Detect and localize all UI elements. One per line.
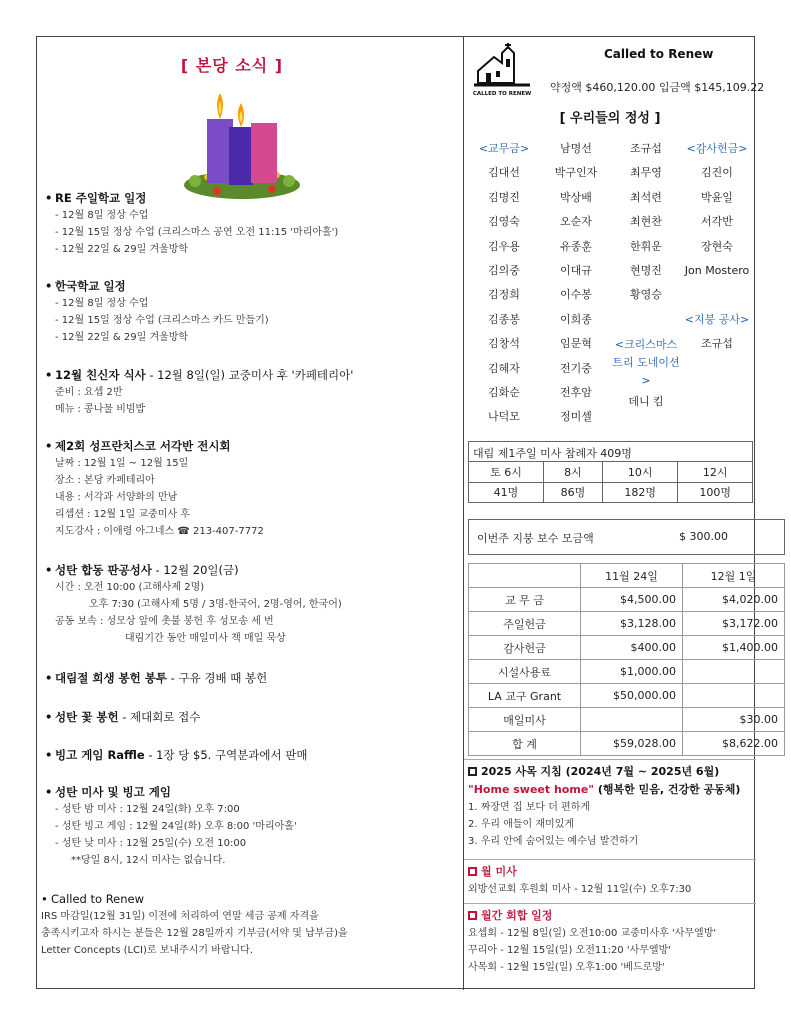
list-item: 임문혁	[560, 337, 592, 351]
section-divider	[464, 859, 756, 860]
roof-fund-box	[468, 519, 785, 555]
list-item: - 12월 8일 정상 수업	[55, 298, 149, 309]
donor-column-3	[610, 137, 682, 415]
list-item: 대림기간 동안 매일미사 책 매일 묵상	[125, 633, 286, 644]
finance-value	[683, 660, 785, 684]
square-bullet-icon	[468, 767, 477, 776]
finance-value: $30.00	[683, 708, 785, 732]
table-row	[469, 612, 785, 636]
list-item: - 12월 15일 정상 수업 (크리스마스 카드 만들기)	[55, 315, 269, 326]
table-row	[469, 684, 785, 708]
list-item: 전기중	[560, 361, 592, 375]
list-item: 데니 킴	[628, 395, 664, 409]
list-item: 사목회 - 12월 15일(일) 오후1:00 '베드로방'	[468, 962, 665, 973]
monthly-meetings-heading: 월간 회합 일정	[481, 909, 553, 922]
christmas-confession-section: • 성탄 합동 판공성사 - 12월 20일(금) 시간 : 오전 10:00 (고해사제 2명) 오후 7:30 (고해사제 5명 / 3명-한국어, 2명-영어, 한국어) 공동 보속 : 성모상 앞에 촛불 봉헌 후 성모송 세 번 대림기간 동안 매일미사 책 매일 묵상	[45, 561, 342, 647]
donor-column-2	[540, 137, 612, 430]
table-row	[469, 564, 785, 588]
list-item: 준비 : 요셉 2반	[55, 387, 123, 398]
list-item: 박윤일	[701, 190, 733, 204]
list-item: - 12월 22일 & 29일 겨울방학	[55, 332, 189, 343]
attendance-table	[468, 441, 753, 503]
attendance-time: 토 6시	[469, 462, 543, 482]
list-item: 박구인자	[554, 166, 598, 180]
calligraphy-exhibit-heading: 제2회 성프란치스코 서각반 전시회	[55, 439, 231, 453]
attendance-count: 86명	[543, 482, 602, 502]
list-item: 김의중	[488, 263, 520, 277]
korean-school-section: • 한국학교 일정 - 12월 8일 정상 수업 - 12월 15일 정상 수업 (크리스마스 카드 만들기) - 12월 22일 & 29일 겨울방학	[45, 277, 269, 346]
korean-school-heading: 한국학교 일정	[55, 279, 126, 293]
advent-candles-image	[177, 73, 307, 203]
list-item: 이대규	[560, 263, 592, 277]
called-to-renew-section: • Called to Renew IRS 마감일(12월 31일) 이전에 처리하여 연말 세금 공제 자격을 충족시키고자 하시는 분들은 12월 28일까지 기부금(서약 및 납부금)을 Letter Concepts (LCI)로 보내주시기 바랍니다.	[41, 890, 451, 959]
christmas-flowers-section: • 성탄 꽃 봉헌 - 제대회로 접수	[45, 710, 201, 724]
donor-heading: <지붕 공사>	[684, 312, 750, 326]
list-item: - 성탄 밤 미사 : 12월 24일(화) 오후 7:00	[55, 804, 240, 815]
advent-sacrifice-section: • 대림절 희생 봉헌 봉투 - 구유 경배 때 봉헌	[45, 671, 268, 685]
finance-header: 11월 24일	[581, 564, 683, 588]
list-item: 김우용	[488, 239, 520, 253]
called-to-renew-text: 충족시키고자 하시는 분들은 12월 28일까지 기부금(서약 및 납부금)을	[41, 928, 348, 939]
list-item: 2. 우리 애들이 재미있게	[468, 819, 575, 830]
finance-value: $1,400.00	[683, 636, 785, 660]
table-row	[469, 732, 785, 756]
list-item: - 12월 22일 & 29일 겨울방학	[55, 244, 189, 255]
list-item: 최무영	[630, 166, 662, 180]
christmas-confession-heading: 성탄 합동 판공성사	[55, 563, 152, 577]
finance-value: $50,000.00	[581, 684, 683, 708]
square-bullet-icon	[468, 911, 477, 920]
list-item: 조규섭	[701, 337, 733, 351]
list-item: 유종훈	[560, 239, 592, 253]
called-to-renew-title: Called to Renew	[604, 47, 714, 61]
finance-value: $400.00	[581, 636, 683, 660]
list-item: 김대선	[488, 166, 520, 180]
finance-table	[468, 563, 785, 756]
attendance-count: 41명	[469, 482, 543, 502]
list-item: - 성탄 낮 미사 : 12월 25일(수) 오전 10:00	[55, 838, 247, 849]
finance-value: $3,128.00	[581, 612, 683, 636]
list-item: 공동 보속 : 성모상 앞에 촛불 봉헌 후 성모송 세 번	[55, 616, 274, 627]
attendance-time: 8시	[543, 462, 602, 482]
list-item: 김명진	[488, 190, 520, 204]
fellowship-meal-heading: 12월 친신자 식사	[55, 368, 146, 382]
donor-heading: <교무금>	[478, 142, 530, 155]
list-item: 정미셸	[560, 410, 592, 424]
table-row	[469, 588, 785, 612]
list-item: 장소 : 본당 카페테리아	[55, 475, 155, 486]
finance-label: 시설사용료	[469, 660, 581, 684]
list-item: 최현찬	[630, 215, 662, 229]
parish-news-title: [ 본당 소식 ]	[180, 56, 284, 75]
donor-heading: <감사헌금>	[686, 142, 748, 155]
roof-fund-label: 이번주 지붕 보수 모금액	[477, 532, 594, 545]
attendance-title: 대림 제1주일 미사 참례자 409명	[469, 442, 752, 462]
offerings-column	[464, 37, 778, 990]
list-item: 1. 짜장면 집 보다 더 편하게	[468, 802, 591, 813]
re-school-section: • RE 주일학교 일정 - 12월 8일 정상 수업 - 12월 15일 정상 수업 (크리스마스 공연 오전 11:15 '마리아홀') - 12월 22일 & 29일 겨울방학	[45, 189, 338, 258]
list-item: 꾸리아 - 12월 15일(일) 오전11:20 '사무엘방'	[468, 945, 671, 956]
finance-label: 주일헌금	[469, 612, 581, 636]
list-item: 나덕모	[488, 410, 520, 424]
finance-value: $1,000.00	[581, 660, 683, 684]
christmas-mass-heading: 성탄 미사 및 빙고 게임	[55, 785, 171, 799]
pastoral-guideline-heading: 2025 사목 지침 (2024년 7월 ~ 2025년 6월)	[481, 765, 720, 778]
finance-value: $4,500.00	[581, 588, 683, 612]
list-item: 김종봉	[488, 312, 520, 326]
list-item: 김화순	[488, 385, 520, 399]
parish-news-column	[37, 37, 463, 990]
list-item: 김영숙	[488, 215, 520, 229]
list-item: 최석련	[630, 190, 662, 204]
finance-value	[581, 708, 683, 732]
finance-total-value: $8,622.00	[683, 732, 785, 756]
called-to-renew-logo	[472, 43, 532, 99]
list-item: Jon Mostero	[684, 263, 750, 277]
monthly-mass-heading: 월 미사	[481, 865, 517, 878]
called-to-renew-text: Letter Concepts (LCI)로 보내주시기 바랍니다.	[41, 945, 254, 956]
list-item: 메뉴 : 콩나물 비빔밥	[55, 404, 146, 415]
finance-label: LA 교구 Grant	[469, 684, 581, 708]
section-divider	[464, 903, 756, 904]
list-item: 이희종	[560, 312, 592, 326]
finance-header	[469, 564, 581, 588]
square-bullet-icon	[468, 867, 477, 876]
table-row	[469, 636, 785, 660]
fellowship-meal-section: • 12월 친신자 식사 - 12월 8일(일) 교중미사 후 '카페테리아' 준비 : 요셉 2반 메뉴 : 콩나물 비빔밥	[45, 366, 353, 418]
advent-sacrifice-detail: - 구유 경배 때 봉헌	[167, 671, 268, 685]
list-item: 외방선교회 후원회 미사 - 12월 11일(수) 오후7:30	[468, 884, 692, 895]
finance-value	[683, 684, 785, 708]
roof-fund-amount: $ 300.00	[679, 530, 728, 543]
christmas-mass-section: • 성탄 미사 및 빙고 게임 - 성탄 밤 미사 : 12월 24일(화) 오후 7:00 - 성탄 빙고 게임 : 12월 24일(화) 오후 8:00 '마리아홀' - 성탄 낮 미사 : 12월 25일(수) 오전 10:00 **당일 8시, 12시 미사는 없습니다.	[45, 783, 297, 869]
christmas-confession-date: - 12월 20일(금)	[151, 563, 239, 577]
list-item: 황영승	[630, 288, 662, 302]
pastoral-motto-detail: (행복한 믿음, 건강한 공동체)	[594, 783, 741, 796]
finance-label: 교 무 금	[469, 588, 581, 612]
list-item: 서각반	[701, 215, 733, 229]
list-item: 전후암	[560, 385, 592, 399]
pledge-amounts: 약정액 $460,120.00 입금액 $145,109.22	[550, 81, 765, 94]
donor-column-1	[468, 137, 540, 430]
bingo-raffle-section: • 빙고 게임 Raffle - 1장 당 $5. 구역분과에서 판매	[45, 748, 308, 762]
christmas-flowers-detail: - 제대회로 접수	[118, 710, 201, 724]
finance-value: $3,172.00	[683, 612, 785, 636]
pastoral-guideline-section	[468, 763, 768, 850]
list-item: 조규섭	[630, 142, 662, 155]
list-item: 김진이	[701, 166, 733, 180]
list-item: 김정희	[488, 288, 520, 302]
monthly-mass-section	[468, 863, 768, 898]
fellowship-meal-date: - 12월 8일(일) 교중미사 후 '카페테리아'	[145, 368, 354, 382]
mass-note: **당일 8시, 12시 미사는 없습니다.	[71, 855, 226, 866]
finance-label: 매일미사	[469, 708, 581, 732]
list-item: 김창석	[488, 337, 520, 351]
list-item: 박상배	[560, 190, 592, 204]
list-item: 지도강사 : 이애령 아그네스 ☎ 213-407-7772	[55, 526, 264, 537]
section-divider	[464, 759, 756, 760]
list-item: 남명선	[560, 142, 592, 155]
re-school-heading: RE 주일학교 일정	[55, 191, 147, 205]
attendance-count: 100명	[699, 486, 731, 500]
table-row	[469, 660, 785, 684]
list-item: 오순자	[560, 215, 592, 229]
finance-value: $4,020.00	[683, 588, 785, 612]
list-item: 이수봉	[560, 288, 592, 302]
table-row	[469, 708, 785, 732]
finance-total-label: 합 계	[469, 732, 581, 756]
list-item: - 12월 8일 정상 수업	[55, 210, 149, 221]
advent-sacrifice-heading: 대림절 희생 봉헌 봉투	[55, 671, 167, 685]
called-to-renew-heading: Called to Renew	[51, 892, 145, 906]
list-item: 시간 : 오전 10:00 (고해사제 2명)	[55, 582, 205, 593]
list-item: 리셉션 : 12월 1일 교중미사 후	[55, 509, 190, 520]
attendance-time: 10시	[603, 462, 678, 482]
list-item: 요셉회 - 12월 8일(일) 오전10:00 교중미사후 '사무엘방'	[468, 928, 717, 939]
bingo-raffle-detail: - 1장 당 $5. 구역분과에서 판매	[144, 748, 308, 762]
called-to-renew-text: IRS 마감일(12월 31일) 이전에 처리하여 연말 세금 공제 자격을	[41, 911, 319, 922]
attendance-time: 12시	[678, 462, 752, 482]
list-item: 한휘운	[630, 239, 662, 253]
christmas-flowers-heading: 성탄 꽃 봉헌	[55, 710, 119, 724]
attendance-count: 182명	[603, 482, 678, 502]
finance-label: 감사헌금	[469, 636, 581, 660]
list-item: 오후 7:30 (고해사제 5명 / 3명-한국어, 2명-영어, 한국어)	[89, 599, 342, 610]
donor-heading: <크리스마스 트리 도네이션>	[612, 338, 680, 388]
logo-text: CALLED TO RENEW	[472, 91, 532, 97]
finance-header: 12월 1일	[683, 564, 785, 588]
monthly-meetings-section	[468, 907, 768, 976]
finance-total-value: $59,028.00	[581, 732, 683, 756]
list-item: 3. 우리 안에 숨어있는 예수님 발견하기	[468, 836, 639, 847]
list-item: 내용 : 서각과 서양화의 만남	[55, 492, 178, 503]
list-item: 장현숙	[701, 239, 733, 253]
calligraphy-exhibit-section: • 제2회 성프란치스코 서각반 전시회 날짜 : 12월 1일 ~ 12월 15일 장소 : 본당 카페테리아 내용 : 서각과 서양화의 만남 리셉션 : 12월 1일 교중미사 후 지도강사 : 이애령 아그네스 ☎ 213-407-7772	[45, 437, 264, 540]
list-item: - 성탄 빙고 게임 : 12월 24일(화) 오후 8:00 '마리아홀'	[55, 821, 297, 832]
list-item: 날짜 : 12월 1일 ~ 12월 15일	[55, 458, 189, 469]
list-item: 현명진	[630, 263, 662, 277]
bulletin-page	[36, 36, 778, 989]
list-item: 김혜자	[488, 361, 520, 375]
donor-column-4	[678, 137, 756, 357]
pastoral-motto: "Home sweet home"	[468, 783, 595, 796]
bingo-raffle-heading: 빙고 게임 Raffle	[55, 748, 145, 762]
list-item: - 12월 15일 정상 수업 (크리스마스 공연 오전 11:15 '마리아홀')	[55, 227, 339, 238]
offerings-title: [ 우리들의 정성 ]	[559, 111, 661, 126]
